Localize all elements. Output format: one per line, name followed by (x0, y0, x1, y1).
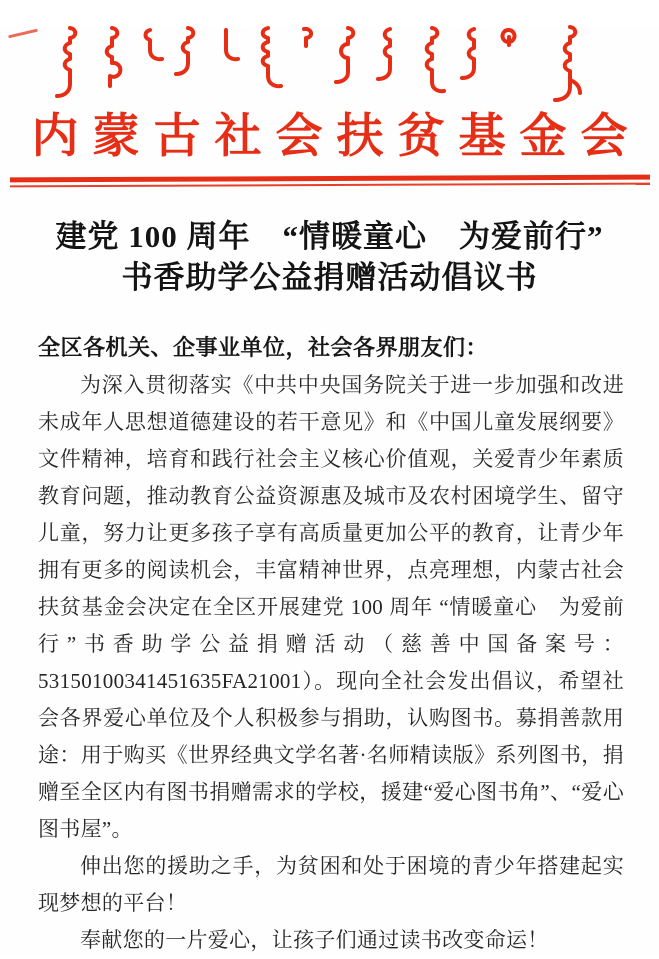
foundation-name: 内蒙古社会扶贫基金会 (31, 111, 642, 163)
divider-thick-rule (10, 175, 650, 183)
letterhead (0, 26, 659, 186)
body-paragraph: 奉献您的一片爱心，让孩子们通过读书改变命运！ (80, 928, 549, 952)
salutation: 全区各机关、企事业单位，社会各界朋友们： (38, 335, 489, 360)
divider-thin-rule (10, 183, 650, 188)
document-title-line2: 书香助学公益捐赠活动倡议书 (121, 260, 538, 295)
body-paragraph: 为深入贯彻落实《中共中央国务院关于进一步加强和改进未成年人思想道德建设的若干意见》和《中国儿童发展纲要》文件精神，培育和践行社会主义核心价值观，关爱青少年素质教育问题，推动教育公益资源惠及城市及农村困境学生、留守儿童，努力让更多孩子享有高质量更加公平的教育，让青少年拥有更多的阅读机会，丰富精神世界，点亮理想，内蒙古社会扶贫基金会决定在全区开展建党 100 周年 “情暖童心 为爱前行”书香助学公益捐赠活动（慈善中国备案号：53150100341451635FA21001）。现向全社会发出倡议，希望社会各界爱心单位及个人积极参与捐助，认购图书。募捐善款用途：用于购买《世界经典文学名著·名师精读版》系列图书，捐赠至全区内有图书捐赠需求的学校，援建“爱心图书角”、“爱心图书屋”。 (38, 373, 624, 841)
document-title (0, 216, 659, 298)
paragraph-list (38, 367, 624, 959)
body-paragraph: 伸出您的援助之手，为贫困和处于困境的青少年搭建起实现梦想的平台！ (38, 854, 624, 915)
letter-body (0, 216, 659, 959)
document-title-line1: 建党 100 周年 “情暖童心 为爱前行” (55, 219, 604, 254)
letterhead-divider (10, 175, 650, 188)
scanned-document-page (0, 26, 659, 956)
mongolian-script-banner (54, 26, 606, 106)
